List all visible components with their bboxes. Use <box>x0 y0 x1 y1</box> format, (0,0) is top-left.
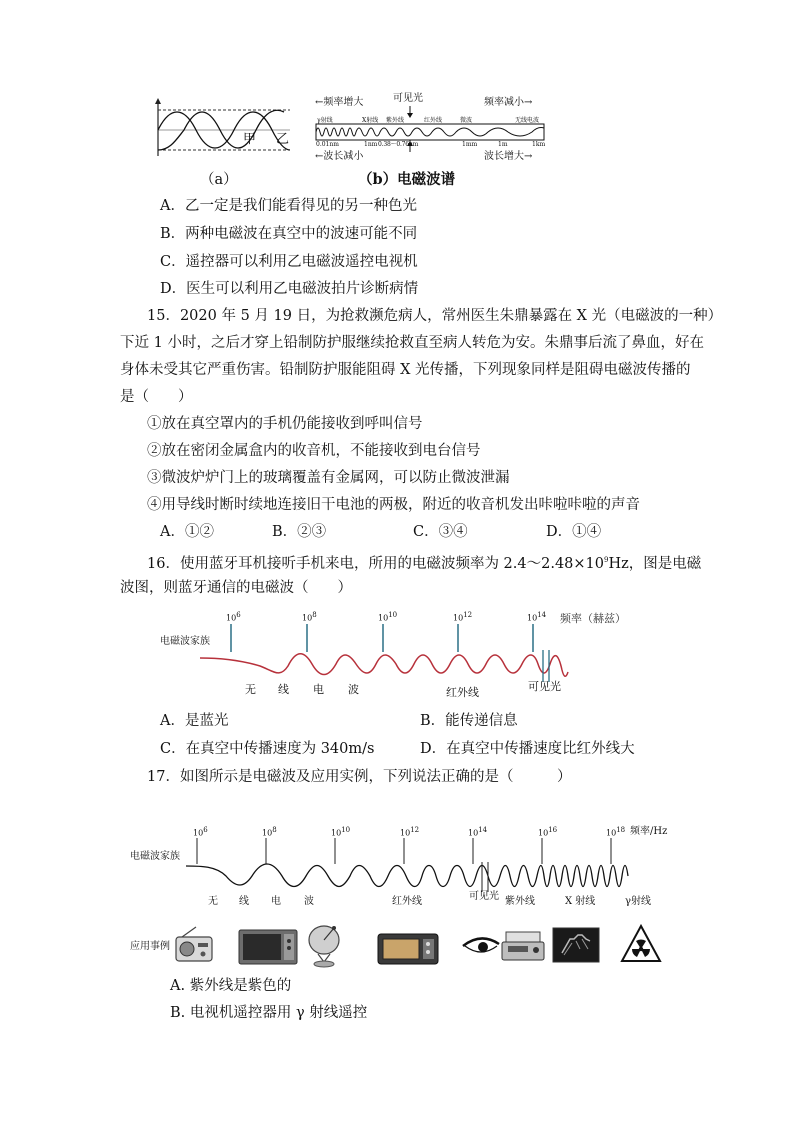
q15-option-b: B．②③ <box>272 524 327 540</box>
q16-radio-char-3: 电 <box>313 683 324 696</box>
q17-gamma-label: γ射线 <box>625 896 651 907</box>
q15-option-a: A．①② <box>160 524 214 540</box>
q17-infrared-label: 红外线 <box>392 896 422 907</box>
q16-infrared-label: 红外线 <box>446 686 479 699</box>
q17-option-b: B. 电视机遥控器用 γ 射线遥控 <box>170 1005 368 1021</box>
q16-option-c: C．在真空中传播速度为 340m/s <box>160 741 375 757</box>
q17-tick-label-8: 108 <box>262 826 277 838</box>
q16-stem-line-2: 波图，则蓝牙通信的电磁波（ ） <box>120 580 352 596</box>
q16-stem-text-a: 16．使用蓝牙耳机接听手机来电，所用的电磁波频率为 2.4～2.48×10 <box>147 555 605 572</box>
q16-family-label: 电磁波家族 <box>160 636 210 647</box>
radio-icon <box>174 927 214 963</box>
q17-stem: 17．如图所示是电磁波及应用实例，下列说法正确的是（ ） <box>147 769 572 785</box>
visible-light-label: 可见光 <box>393 93 423 104</box>
q15-option-c: C．③④ <box>413 524 468 540</box>
q17-radio-char-4: 波 <box>304 896 314 907</box>
q14-option-a: A．乙一定是我们能看得见的另一种色光 <box>160 198 417 214</box>
freq-decrease-label: 频率减小→ <box>484 97 533 108</box>
q16-tick-label-8: 108 <box>302 611 317 623</box>
microwave-oven-icon <box>238 928 298 966</box>
satellite-dish-icon <box>304 922 344 968</box>
scale-1km: 1km <box>532 141 546 148</box>
q15-item-4: ④用导线时断时续地连接旧干电池的两极，附近的收音机发出咔啦咔啦的声音 <box>147 497 640 513</box>
q15-option-d: D．①④ <box>546 524 602 540</box>
q17-visible-label: 可见光 <box>469 891 499 902</box>
q15-stem-line-4: 是（ ） <box>120 389 193 405</box>
q17-xray-label: X 射线 <box>565 896 596 907</box>
scale-1m: 1m <box>498 141 508 148</box>
q15-item-2: ②放在密闭金属盒内的收音机，不能接收到电台信号 <box>147 443 481 459</box>
q17-tick-label-16: 1016 <box>538 826 558 838</box>
toaster-icon <box>377 930 439 966</box>
wavelength-decrease-label: ←波长减小 <box>315 151 364 162</box>
q16-tick-label-10: 1010 <box>378 611 398 623</box>
q16-stem-line-1 <box>147 550 701 574</box>
q17-option-a: A. 紫外线是紫色的 <box>170 978 292 994</box>
wave-label-yi: 乙 <box>276 132 290 147</box>
scale-1mm: 1mm <box>462 141 478 148</box>
q14-option-d: D．医生可以利用乙电磁波拍片诊断病情 <box>160 281 419 297</box>
q14-option-b: B．两种电磁波在真空中的波速可能不同 <box>160 226 418 242</box>
q17-radio-char-1: 无 <box>208 896 218 907</box>
q16-frequency-label: 频率（赫兹） <box>560 612 626 625</box>
q17-radio-char-3: 电 <box>271 896 281 907</box>
q17-uv-label: 紫外线 <box>505 896 535 907</box>
eye-icon <box>461 934 501 956</box>
q14-option-c: C．遥控器可以利用乙电磁波遥控电视机 <box>160 254 418 270</box>
q17-tick-label-18: 1018 <box>606 826 626 838</box>
q16-stem-text-b: Hz，图是电磁 <box>608 555 702 572</box>
q15-stem-line-2: 下近 1 小时，之后才穿上铅制防护服继续抢救直至病人转危为安。朱鼎事后流了鼻血，好在 <box>120 335 704 351</box>
q17-tick-label-14: 1014 <box>468 826 488 838</box>
q17-examples-label: 应用事例 <box>130 941 170 952</box>
q17-tick-label-10: 1010 <box>331 826 351 838</box>
band-uv: 紫外线 <box>386 117 405 124</box>
q16-option-b: B．能传递信息 <box>420 713 518 729</box>
band-ir: 红外线 <box>424 117 443 124</box>
x-ray-film-icon <box>552 927 600 963</box>
q16-tick-label-6: 106 <box>226 611 241 623</box>
q15-stem-line-1: 15．2020 年 5 月 19 日，为抢救濒危病人，常州医生朱鼎暴露在 X 光（电磁波的一种） <box>147 308 723 324</box>
band-gamma: γ射线 <box>317 117 333 124</box>
q16-wave-diagram <box>200 620 570 682</box>
q17-wave-diagram <box>186 836 632 894</box>
band-radio: 无线电波 <box>515 117 540 124</box>
q16-option-d: D．在真空中传播速度比红外线大 <box>420 741 635 757</box>
q17-tick-label-12: 1012 <box>400 826 420 838</box>
q17-family-label: 电磁波家族 <box>130 851 180 862</box>
scale-001nm: 0.01nm <box>316 141 339 148</box>
q16-tick-label-12: 1012 <box>453 611 473 623</box>
wavelength-increase-label: 波长增大→ <box>484 151 533 162</box>
caption-a: （a） <box>200 172 238 188</box>
q17-tick-label-6: 106 <box>193 826 208 838</box>
q16-stem-exponent: 9 <box>604 556 609 564</box>
band-microwave: 微波 <box>460 117 473 124</box>
band-xray: X射线 <box>362 117 379 124</box>
wave-label-jia: 甲 <box>243 132 257 147</box>
q16-tick-label-14: 1014 <box>527 611 547 623</box>
freq-increase-label: ←频率增大 <box>315 97 364 108</box>
q16-visible-label: 可见光 <box>528 680 561 693</box>
q17-radio-char-2: 线 <box>239 896 249 907</box>
sine-waves-diagram <box>150 98 298 160</box>
q15-item-3: ③微波炉炉门上的玻璃覆盖有金属网，可以防止微波泄漏 <box>147 470 510 486</box>
radiation-hazard-icon <box>620 924 662 964</box>
q16-radio-char-1: 无 <box>245 683 256 696</box>
scale-1nm: 1nm <box>364 141 378 148</box>
caption-b: （b）电磁波谱 <box>358 171 456 188</box>
q16-radio-char-2: 线 <box>278 683 289 696</box>
q15-stem-line-3: 身体未受其它严重伤害。铅制防护服能阻碍 X 光传播，下列现象同样是阻碍电磁波传播的 <box>120 362 691 378</box>
q17-frequency-label: 频率/Hz <box>630 826 668 837</box>
q16-option-a: A．是蓝光 <box>160 713 229 729</box>
q15-item-1: ①放在真空罩内的手机仍能接收到呼叫信号 <box>147 416 423 432</box>
spectrum-bar <box>314 104 546 154</box>
banknote-detector-icon <box>500 930 546 962</box>
q16-radio-char-4: 波 <box>348 683 359 696</box>
scale-visible: 0.38～0.76μm <box>378 141 419 148</box>
